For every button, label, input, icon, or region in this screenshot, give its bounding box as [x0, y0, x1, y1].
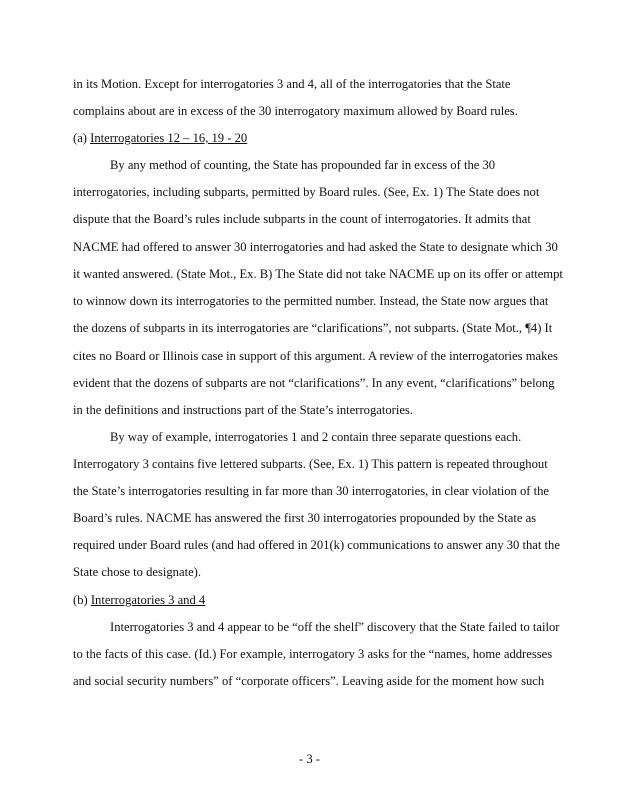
text-line: evident that the dozens of subparts are not “clarifications”. In any event, “clarifications” belong	[73, 376, 555, 390]
text-line: in the definitions and instructions part of the State’s interrogatories.	[73, 403, 413, 417]
heading-prefix: (b)	[73, 593, 91, 607]
heading-prefix: (a)	[73, 131, 91, 145]
text-line: and social security numbers” of “corporate officers”. Leaving aside for the moment how such	[73, 674, 545, 688]
text-line: interrogatories, including subparts, permitted by Board rules. (See, Ex. 1) The State does not	[73, 185, 540, 199]
text-line: required under Board rules (and had offered in 201(k) communications to answer any 30 that the	[73, 538, 560, 552]
text-line: State chose to designate).	[73, 565, 201, 579]
text-line: to the facts of this case. (Id.) For example, interrogatory 3 asks for the “names, home addresses	[73, 647, 553, 661]
section-heading-b	[73, 594, 205, 607]
text-line: the dozens of subparts in its interrogatories are “clarifications”, not subparts. (State Mot., ¶4) It	[73, 321, 553, 335]
text-line: it wanted answered. (State Mot., Ex. B) The State did not take NACME up on its offer or attempt	[73, 267, 563, 281]
text-line: Board’s rules. NACME has answered the first 30 interrogatories propounded by the State as	[73, 511, 537, 525]
paragraph-first-line: Interrogatories 3 and 4 appear to be “off the shelf” discovery that the State failed to tailor	[110, 620, 560, 634]
text-line: NACME had offered to answer 30 interrogatories and had asked the State to designate which 30	[73, 240, 558, 254]
paragraph-first-line: By any method of counting, the State has propounded far in excess of the 30	[110, 158, 496, 172]
section-heading-a	[73, 132, 247, 145]
text-line: cites no Board or Illinois case in support of this argument. A review of the interrogatories makes	[73, 349, 558, 363]
text-line: to winnow down its interrogatories to the permitted number. Instead, the State now argues that	[73, 294, 549, 308]
text-line: the State’s interrogatories resulting in far more than 30 interrogatories, in clear violation of the	[73, 484, 549, 498]
text-line: in its Motion. Except for interrogatories 3 and 4, all of the interrogatories that the State	[73, 77, 511, 91]
text-line: complains about are in excess of the 30 interrogatory maximum allowed by Board rules.	[73, 104, 518, 118]
heading-title: Interrogatories 12 – 16, 19 - 20	[90, 131, 248, 145]
heading-title: Interrogatories 3 and 4	[90, 593, 206, 607]
page-number: - 3 -	[299, 752, 320, 766]
text-line: dispute that the Board’s rules include subparts in the count of interrogatories. It admits that	[73, 212, 531, 226]
text-line: Interrogatory 3 contains five lettered subparts. (See, Ex. 1) This pattern is repeated throughout	[73, 457, 548, 471]
paragraph-first-line: By way of example, interrogatories 1 and 2 contain three separate questions each.	[110, 430, 522, 444]
